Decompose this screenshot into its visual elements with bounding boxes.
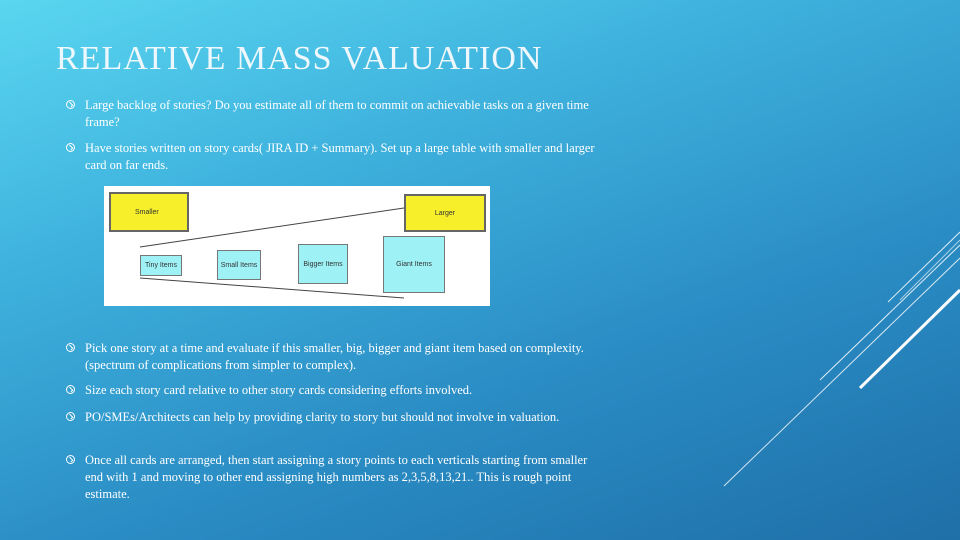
larger-label: Larger <box>434 209 456 217</box>
giant-items-label: Giant Items <box>396 261 432 268</box>
bullet-text: Large backlog of stories? Do you estimate all of them to commit on achievable tasks on a given time frame? <box>85 98 589 129</box>
smaller-label: Smaller <box>135 208 159 216</box>
bullet-text: Pick one story at a time and evaluate if this smaller, big, bigger and giant item based on complexity. (spectrum of complications from simpler to complex). <box>85 341 584 372</box>
bullet-text: Size each story card relative to other story cards considering efforts involved. <box>85 383 473 397</box>
tiny-items-label: Tiny Items <box>144 262 178 269</box>
slide-title: RELATIVE MASS VALUATION <box>56 40 543 77</box>
small-items-label: Small Items <box>220 261 258 269</box>
bigger-items-label: Bigger Items <box>303 260 343 268</box>
bullet-text: Once all cards are arranged, then start assigning a story points to each verticals starting from smaller end with 1 and moving to other end assigning high numbers as 2,3,5,8,13,21.. This is rough point estimate. <box>85 453 588 501</box>
bullet-text: Have stories written on story cards( JIRA ID + Summary). Set up a large table with smaller and larger card on far ends. <box>85 141 595 172</box>
bullet-text: PO/SMEs/Architects can help by providing clarity to story but should not involve in valuation. <box>85 410 560 424</box>
